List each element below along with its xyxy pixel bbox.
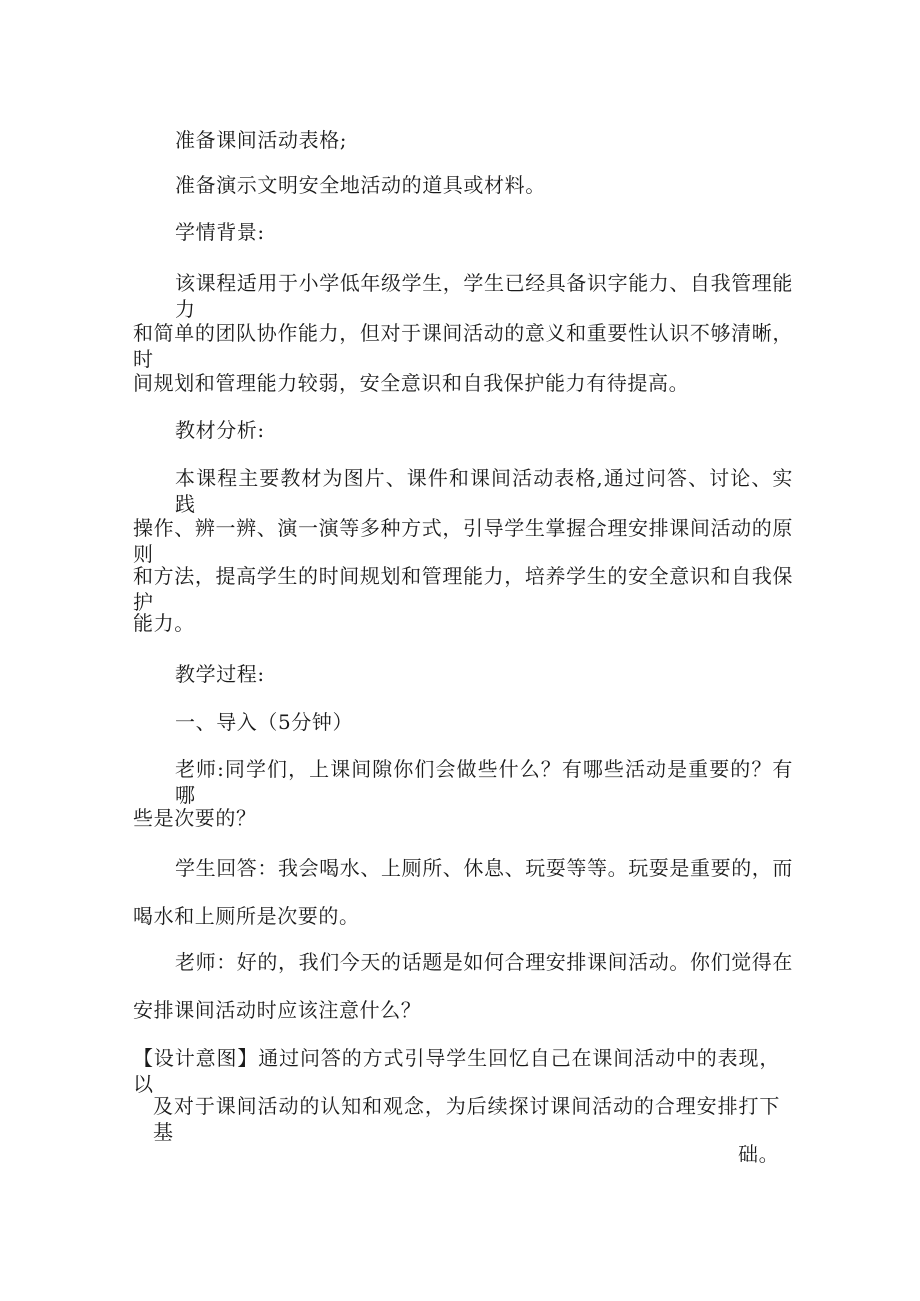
design-intent-line-2: 及对于课间活动的认知和观念，为后续探讨课间活动的合理安排打下基: [153, 1094, 780, 1144]
prep-props-line: 准备演示文明安全地活动的道具或材料。: [175, 173, 546, 197]
student-answer-line-1: 学生回答：我会喝水、上厕所、休息、玩耍等等。玩耍是重要的，而: [175, 856, 793, 880]
background-line-2: 和简单的团队协作能力，但对于课间活动的意义和重要性认识不够清晰，时: [133, 321, 793, 371]
materials-line-3: 和方法，提高学生的时间规划和管理能力，培养学生的安全意识和自我保护: [133, 564, 793, 614]
teacher-topic-line-1: 老师：好的，我们今天的话题是如何合理安排课间活动。你们觉得在: [175, 950, 793, 974]
prep-table-line: 准备课间活动表格;: [175, 128, 348, 152]
process-heading: 教学过程:: [175, 662, 265, 686]
design-intent-line-3: 础。: [738, 1142, 780, 1166]
materials-line-2: 操作、辨一辨、演一演等多种方式，引导学生掌握合理安排课间活动的原则: [133, 516, 793, 566]
background-heading: 学情背景:: [175, 220, 265, 244]
teacher-question-line-2: 些是次要的？: [133, 806, 257, 830]
materials-line-4: 能力。: [133, 611, 195, 635]
materials-line-1: 本课程主要教材为图片、课件和课间活动表格,通过问答、讨论、实践: [175, 466, 793, 516]
design-intent-line-1: 【设计意图】通过问答的方式引导学生回忆自己在课间活动中的表现，以: [133, 1046, 780, 1096]
materials-heading: 教材分析:: [175, 418, 265, 442]
section-intro-heading: 一、导入（5分钟）: [175, 710, 354, 734]
background-line-1: 该课程适用于小学低年级学生，学生已经具备识字能力、自我管理能力: [175, 271, 793, 321]
teacher-question-line-1: 老师:同学们，上课间隙你们会做些什么？有哪些活动是重要的？有哪: [175, 757, 793, 807]
teacher-topic-line-2: 安排课间活动时应该注意什么？: [133, 998, 422, 1022]
student-answer-line-2: 喝水和上厕所是次要的。: [133, 904, 360, 928]
background-line-3: 间规划和管理能力较弱，安全意识和自我保护能力有待提高。: [133, 371, 690, 395]
